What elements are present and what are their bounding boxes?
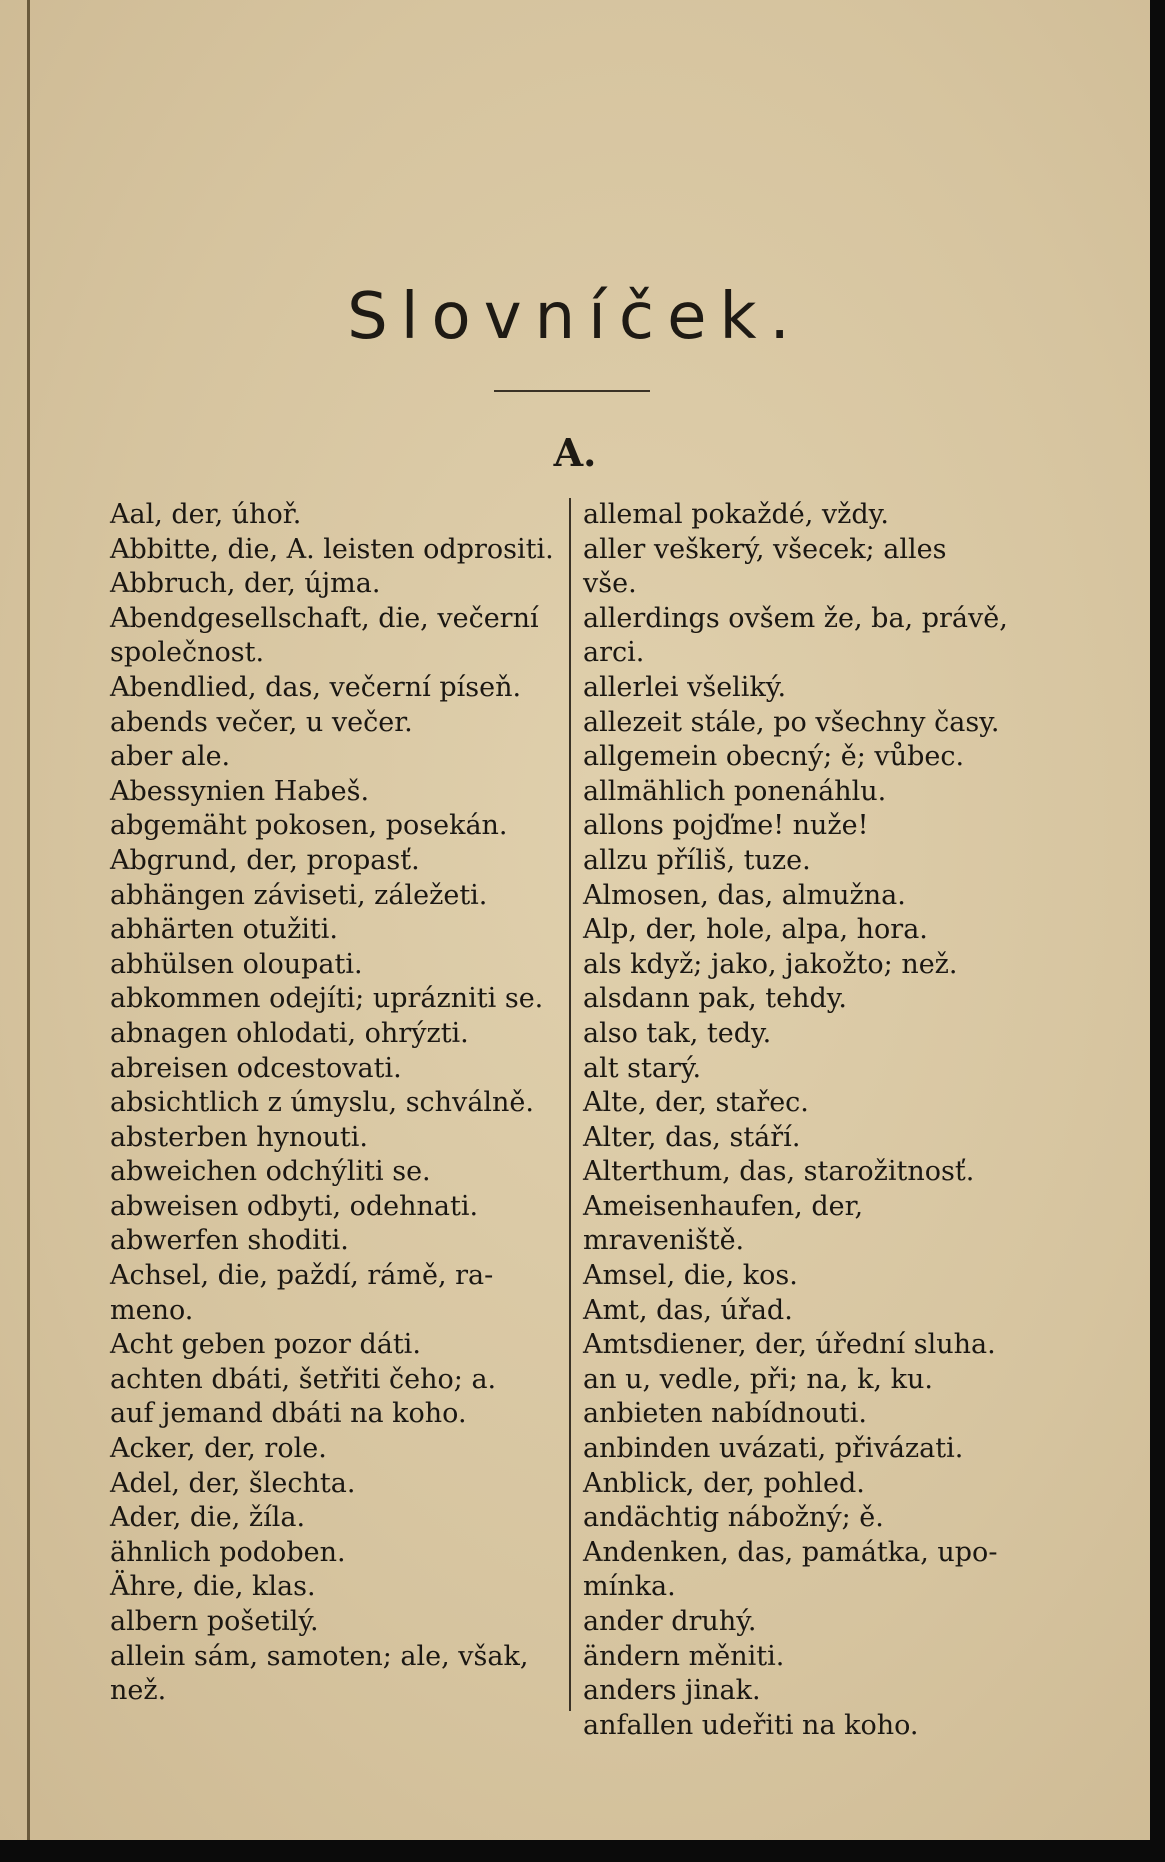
dictionary-entry: abweichen odchýliti se. — [110, 1156, 431, 1188]
dictionary-entry: Acker, der, role. — [110, 1433, 327, 1465]
dictionary-entry: Ähre, die, klas. — [110, 1571, 316, 1603]
dictionary-entry: alt starý. — [583, 1052, 702, 1084]
page-title: Slovníček. — [347, 280, 803, 354]
dictionary-entry: Acht geben pozor dáti. — [110, 1329, 421, 1361]
dictionary-entry: abhängen záviseti, záležeti. — [110, 879, 488, 911]
dictionary-entry: Adel, der, šlechta. — [110, 1467, 356, 1499]
dictionary-entry: Achsel, die, paždí, rámě, ra- meno. — [110, 1260, 494, 1326]
dictionary-entry: abweisen odbyti, odehnati. — [110, 1190, 479, 1222]
dictionary-entry: Abendlied, das, večerní píseň. — [110, 671, 522, 703]
dictionary-entry: absichtlich z úmyslu, schválně. — [110, 1087, 534, 1119]
dictionary-entry: allerlei všeliký. — [583, 671, 787, 703]
dictionary-entry: Alte, der, stařec. — [583, 1087, 809, 1119]
dictionary-entry: Alp, der, hole, alpa, hora. — [583, 914, 928, 946]
dictionary-entry: Alter, das, stáří. — [583, 1121, 801, 1153]
dictionary-entry: also tak, tedy. — [583, 1017, 772, 1049]
dictionary-entry: anders jinak. — [583, 1675, 761, 1707]
dictionary-entry: Abbruch, der, újma. — [110, 568, 381, 600]
section-letter: A. — [553, 430, 597, 475]
dictionary-entry: Abendgesellschaft, die, večerní společnost. — [110, 602, 539, 669]
dictionary-entry: abhülsen oloupati. — [110, 948, 363, 980]
dictionary-entry: Ameisenhaufen, der, mraveniště. — [583, 1190, 864, 1257]
right-column — [583, 498, 1028, 1743]
dictionary-entry: Andenken, das, památka, upo- mínka. — [583, 1536, 998, 1603]
dictionary-entry: abreisen odcestovati. — [110, 1052, 402, 1084]
dictionary-entry: anfallen udeřiti na koho. — [583, 1709, 919, 1741]
dictionary-entry: abwerfen shoditi. — [110, 1225, 349, 1257]
dictionary-entry: allein sám, samoten; ale, však, než. — [110, 1640, 529, 1707]
left-column — [110, 498, 557, 1709]
dictionary-entry: albern pošetilý. — [110, 1606, 319, 1637]
dictionary-entry: abends večer, u večer. — [110, 706, 413, 738]
dictionary-entry: abhärten otužiti. — [110, 914, 338, 946]
dictionary-entry: Anblick, der, pohled. — [583, 1467, 865, 1499]
dictionary-entry: allemal pokaždé, vždy. — [583, 499, 889, 530]
dictionary-entry: Abbitte, die, A. leisten odprositi. — [110, 533, 554, 565]
dictionary-entry: Abgrund, der, propasť. — [110, 844, 420, 876]
dictionary-entry: Amsel, die, kos. — [583, 1260, 798, 1292]
dictionary-entry: Ader, die, žíla. — [110, 1502, 306, 1534]
title-divider — [494, 390, 650, 392]
dictionary-entry: als když; jako, jakožto; než. — [583, 948, 958, 980]
dictionary-entry: absterben hynouti. — [110, 1121, 368, 1153]
dictionary-entry: allons pojďme! nuže! — [583, 810, 869, 842]
dictionary-entry: allzu příliš, tuze. — [583, 844, 811, 876]
dictionary-entry: aller veškerý, všecek; alles vše. — [583, 533, 947, 600]
dictionary-entry: achten dbáti, šetřiti čeho; a. auf jemand dbáti na koho. — [110, 1363, 497, 1430]
dictionary-entry: Almosen, das, almužna. — [583, 879, 906, 911]
dictionary-entry: allgemein obecný; ě; vůbec. — [583, 741, 965, 773]
dictionary-entry: Alterthum, das, starožitnosť. — [583, 1156, 975, 1188]
dictionary-entry: abnagen ohlodati, ohrýzti. — [110, 1017, 469, 1049]
dictionary-entry: ähnlich podoben. — [110, 1536, 346, 1568]
dictionary-entry: andächtig nábožný; ě. — [583, 1502, 884, 1534]
dictionary-entry: abgemäht pokosen, posekán. — [110, 810, 508, 842]
dictionary-entry: Amtsdiener, der, úřední sluha. — [583, 1329, 996, 1361]
dictionary-entry: allerdings ovšem že, ba, právě, arci. — [583, 602, 1008, 669]
dictionary-entry: allmählich ponenáhlu. — [583, 775, 887, 807]
dictionary-entry: allezeit stále, po všechny časy. — [583, 706, 1000, 738]
page-spine-line — [27, 0, 30, 1840]
dictionary-entry: anbieten nabídnouti. — [583, 1398, 867, 1430]
dictionary-entry: anbinden uvázati, přivázati. — [583, 1433, 964, 1465]
dictionary-entry: Abessynien Habeš. — [110, 775, 370, 807]
dictionary-entry: Amt, das, úřad. — [583, 1294, 793, 1326]
dictionary-entry: an u, vedle, při; na, k, ku. — [583, 1363, 933, 1395]
dictionary-entry: alsdann pak, tehdy. — [583, 983, 847, 1015]
dictionary-entry: Aal, der, úhoř. — [110, 499, 302, 530]
column-divider — [569, 498, 571, 1711]
dictionary-entry: ander druhý. — [583, 1606, 757, 1637]
dictionary-entry: abkommen odejíti; uprázniti se. — [110, 983, 544, 1015]
dictionary-entry: aber ale. — [110, 741, 231, 773]
dictionary-entry: ändern měniti. — [583, 1640, 785, 1672]
